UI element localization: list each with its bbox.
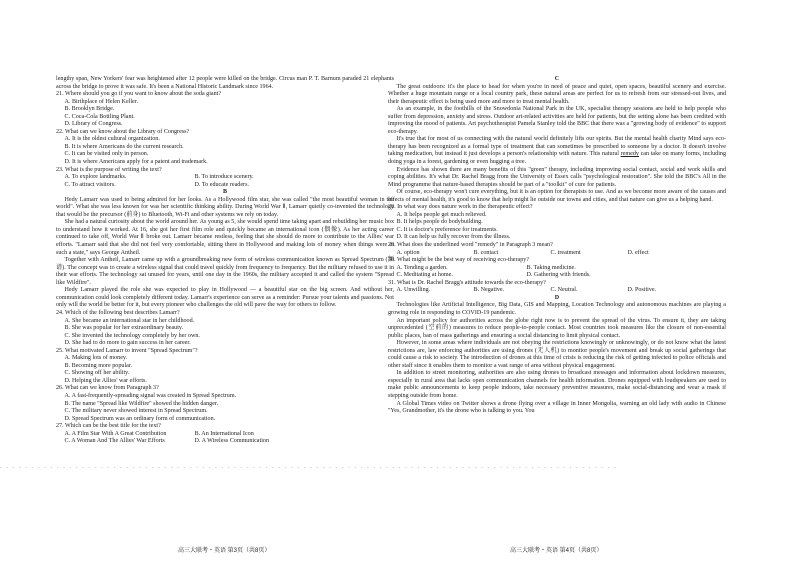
option: D. It is where Americans apply for a patent and trademark.	[64, 159, 208, 166]
passage-c-paragraph: Of course, eco-therapy won't cure everything, but it is an option for therapists to use. And as we become more aware of the causes and effects of mental health, it's good to know that help might lie outside our towns and cities, and that nature can give us a helping hand.	[388, 189, 726, 203]
option: D. A Wireless Communication	[194, 438, 269, 445]
option: A. option	[396, 249, 420, 256]
question-22	[56, 129, 394, 167]
question-24	[56, 310, 394, 348]
option: C. treatment	[550, 249, 581, 256]
passage-c-paragraph: As an example, in the foothills of the Snowdonia National Park in the UK, specialist therapy sessions are held to help people who suffer from depression, anxiety and stress. Outdoor art-related activities are held for patients, but the setting alone has been credited with improving the mood of patients. Art psychotherapist Pamela Stanley told the BBC that there was a "growing body of evidence" to support eco-therapy.	[388, 106, 726, 135]
question-stem: 27. Which can be the best title for the text?	[56, 423, 161, 430]
right-column	[388, 76, 726, 416]
option: B. Brooklyn Bridge.	[64, 106, 115, 113]
option: C. Neutral.	[550, 287, 578, 294]
option: C. It is doctor's preference for treatments.	[396, 226, 498, 233]
question-stem: 24. Which of the following best describes Lamarr?	[56, 309, 180, 316]
binding-cut-line: - - - - - - - - - - - - - - - - - - - - - - - - - - - - - - - - - - - - - - - - - - - - - - - - - - - - - - - - - - - - - - - - - - - - - - - - - - - - - - - - - - - - - - - - - - - - - - - - - -	[0, 465, 618, 470]
question-26	[56, 385, 394, 423]
option: A. Tending a garden.	[396, 264, 448, 271]
passage-a-ending: lengthy span, New Yorkers' fear was heightened after 12 people were killed on the bridge. Circus man P. T. Barnum paraded 21 elephants across the bridge to prove it was safe. It's been a National Historic Landmark since 1964.	[56, 76, 394, 90]
question-21	[56, 91, 394, 129]
option: B. She was popular for her extraordinary beauty.	[64, 325, 184, 332]
option: D. Library of Congress.	[64, 121, 123, 128]
option: A. She became an international star in her childhood.	[64, 317, 195, 324]
page-footer-right: 高三大联考・英语 第4页（共8页）	[510, 548, 603, 554]
option: C. Meditating at home.	[396, 272, 453, 279]
option: D. Spread Spectrum was an ordinary form of communication.	[64, 415, 216, 422]
section-heading-b: B	[222, 189, 228, 196]
passage-b-paragraph: She had a natural curiosity about the world around her. As young as 5, she would spend time taking apart and rebuilding her music box to understand how it worked. At 16, she got her first film role and quickly became an international icon (偶像). As her acting career continued to take off, World War Ⅱ broke out. Lamarr became restless, feeling that she should do more to contribute to the Allies' war efforts. "Lamarr said that she did not feel very comfortable, sitting there in Hollywood and making lots of money when things were in such a state," says George Antheil.	[56, 219, 394, 256]
option: B. Becoming more popular.	[64, 362, 133, 369]
passage-b-paragraph: Hedy Lamarr played the role she was expected to play in Hollywood — a beautiful star on the big screen. And without her, communication could look completely different today. Lamarr's experience can serve as a reminder: Pursue your talents and passions. Not only will the world be better for it, but every pioneer who challenges the old will pave the way for others to follow.	[56, 287, 394, 309]
passage-c-paragraph: Evidence has shown there are many benefits of this "green" therapy, including improving social contact, social and work skills and coping abilities. It's what Dr. Rachel Bragg from the University of Essex calls "psychological restoration". She told the BBC's All in the Mind programme that nature-based therapies should be part of a "toolkit" of cure for patients.	[388, 166, 726, 188]
option: A. It helps people get much relieved.	[396, 211, 487, 218]
passage-c-paragraph: The great outdoors: it's the place to head for when you're in need of peace and quiet, open spaces, beautiful scenery and exercise. Whether a huge mountain range or a local country park, these natural areas are perfect for us to refresh from our stressed-out lives, and their therapeutic effect is being used more and more to treat mental health.	[388, 83, 726, 105]
option: D. She had to do more to gain success in her career.	[64, 340, 191, 347]
option: D. Positive.	[627, 287, 657, 294]
passage-d-paragraph: An important policy for authorities across the globe right now is to prevent the spread of the virus. To ensure it, they are taking unprecedented (空前的) measures to reduce people-to-people contact. Most countries took measures like the closure of non-essential public places, ban of mass gatherings and ensuring a social distancing to limit physical contact.	[388, 317, 726, 339]
question-stem: 28. In what way does nature work in the therapeutic effect?	[388, 204, 533, 211]
left-column	[56, 76, 394, 446]
question-28	[388, 204, 726, 242]
option: B. contact	[473, 249, 499, 256]
option: D. effect	[627, 249, 649, 256]
option: A. Birthplace of Helen Keller.	[64, 98, 138, 105]
question-23	[56, 167, 394, 190]
page-footer-left: 高三大联考・英语 第3页（共8页）	[178, 548, 271, 554]
option: C. Coca-Cola Bottling Plant.	[64, 113, 135, 120]
option: C. Showing off her ability.	[64, 370, 130, 377]
option: C. To attract visitors.	[64, 181, 116, 188]
option: A. It is the oldest cultural organization.	[64, 136, 160, 143]
option: B. An International Icon	[194, 430, 254, 437]
passage-b-paragraph: Together with Antheil, Lamarr came up with a groundbreaking new form of wireless communication known as Spread Spectrum (频谱). The concept was to create a wireless signal that could travel quickly from frequency to frequency. But the military refused to use it in their war efforts. The technology sat unused for years, until one day in the 1960s, the military accepted it and called the system "Spread like Wildfire".	[56, 257, 394, 286]
option: C. It can be visited only in person.	[64, 151, 149, 158]
option: A. A fast-frequently-spreading signal was created in Spread Spectrum.	[64, 392, 237, 399]
passage-b-paragraph: Hedy Lamarr was used to being admired for her looks. As a Hollywood film star, she was called "the most beautiful woman in the world". What she was less known for was her scientific thinking ability. During World War Ⅱ, Lamarr quietly co-invented the technology that would be the precursor (前身) to Bluetooth, Wi-Fi and other systems we rely on today.	[56, 196, 394, 218]
option: A. A Film Star With A Great Contribution	[64, 430, 167, 437]
question-27	[56, 423, 394, 446]
option: A. Unwilling.	[396, 287, 431, 294]
question-stem: 21. Where should you go if you want to know about the soda giant?	[56, 91, 222, 98]
option: C. A Woman And The Allies' War Efforts	[64, 438, 165, 445]
question-stem: 31. What is Dr. Rachel Bragg's attitude towards the eco-therapy?	[388, 279, 546, 286]
section-heading-c: C	[554, 76, 560, 82]
option: D. Helping the Allies' war efforts.	[64, 377, 147, 384]
question-29	[388, 242, 726, 257]
option: A. Making lots of money.	[64, 355, 128, 362]
question-25	[56, 348, 394, 386]
option: B. Negative.	[473, 287, 505, 294]
question-stem: 25. What motivated Lamarr to invent "Spread Spectrum"?	[56, 347, 198, 354]
option: C. She invented the technology completely by her own.	[64, 332, 200, 339]
passage-d-paragraph: A Global Times video on Twitter shows a drone flying over a village in Inner Mongolia, warning an old lady with audio in Chinese "Yes, Grandmother, it's the drone who is talking to you. You	[388, 400, 726, 415]
question-30	[388, 257, 726, 280]
option: B. To introduce scenery.	[194, 174, 254, 181]
question-31	[388, 280, 726, 295]
question-stem: 22. What can we know about the Library of Congress?	[56, 128, 190, 135]
option: B. The name "Spread like Wildfire" showed the hidden danger.	[64, 400, 219, 407]
question-stem: 30. What might be the best way of receiving eco-therapy?	[388, 257, 530, 264]
passage-c-paragraph: It's true that for most of us connecting with the natural world definitely lifts our spirits. But the mental health charity Mind says eco-therapy has been recognized as a formal type of treatment that can sometimes be prescribed to someone by a doctor. It doesn't involve taking medication, but instead it just develops a person's relationship with nature. This natural remedy can take on many forms, including doing yoga in a forest, gardening or even hugging a tree.	[388, 136, 726, 166]
option: B. It is where Americans do the current research.	[64, 143, 184, 150]
passage-d-paragraph: In addition to street monitoring, authorities are also using drones to broadcast messages and information about lockdown measures, especially in rural area that lacks open communication channels for health information. Drones equipped with loudspeakers are used to make public announcements to keep people indoors, take necessary preventive measures, make social-distancing and wear a mask if stepping outside from home.	[388, 370, 726, 399]
passage-d-paragraph: However, in some areas where individuals are not obeying the restrictions knowingly or unknowingly, or do not know what the latest restrictions are, law enforcing authorities are using drones (无人机) to monitor people's movement and break up social gatherings that could cause a risk to society. The introduction of drones at this time of crisis is reducing the risk of getting infected to police officials and other staff since it enables them to monitor a vast range of area without physical engagement.	[388, 340, 726, 369]
question-stem: 29. What does the underlined word "remedy" in Paragraph 3 mean?	[388, 242, 553, 249]
option: C. The military never showed interest in Spread Spectrum.	[64, 408, 208, 415]
underlined-word: remedy	[620, 151, 639, 158]
option: A. To explore landmarks.	[64, 174, 127, 181]
option: D. It can help us fully recover from the illness.	[396, 234, 511, 241]
option: D. Gathering with friends.	[526, 272, 591, 279]
option: D. To educate readers.	[194, 181, 249, 188]
question-stem: 23. What is the purpose of writing the text?	[56, 166, 162, 173]
section-heading-d: D	[554, 294, 560, 301]
option: B. Taking medicine.	[526, 264, 576, 271]
passage-d-paragraph: Technologies like Artificial Intelligence, Big Data, GIS and Mapping, Location Technology and autonomous machines are playing a growing role in responding to COVID-19 pandemic.	[388, 302, 726, 316]
option: B. It helps people do bodybuilding.	[396, 219, 483, 226]
question-stem: 26. What can we know from Paragraph 3?	[56, 385, 159, 392]
